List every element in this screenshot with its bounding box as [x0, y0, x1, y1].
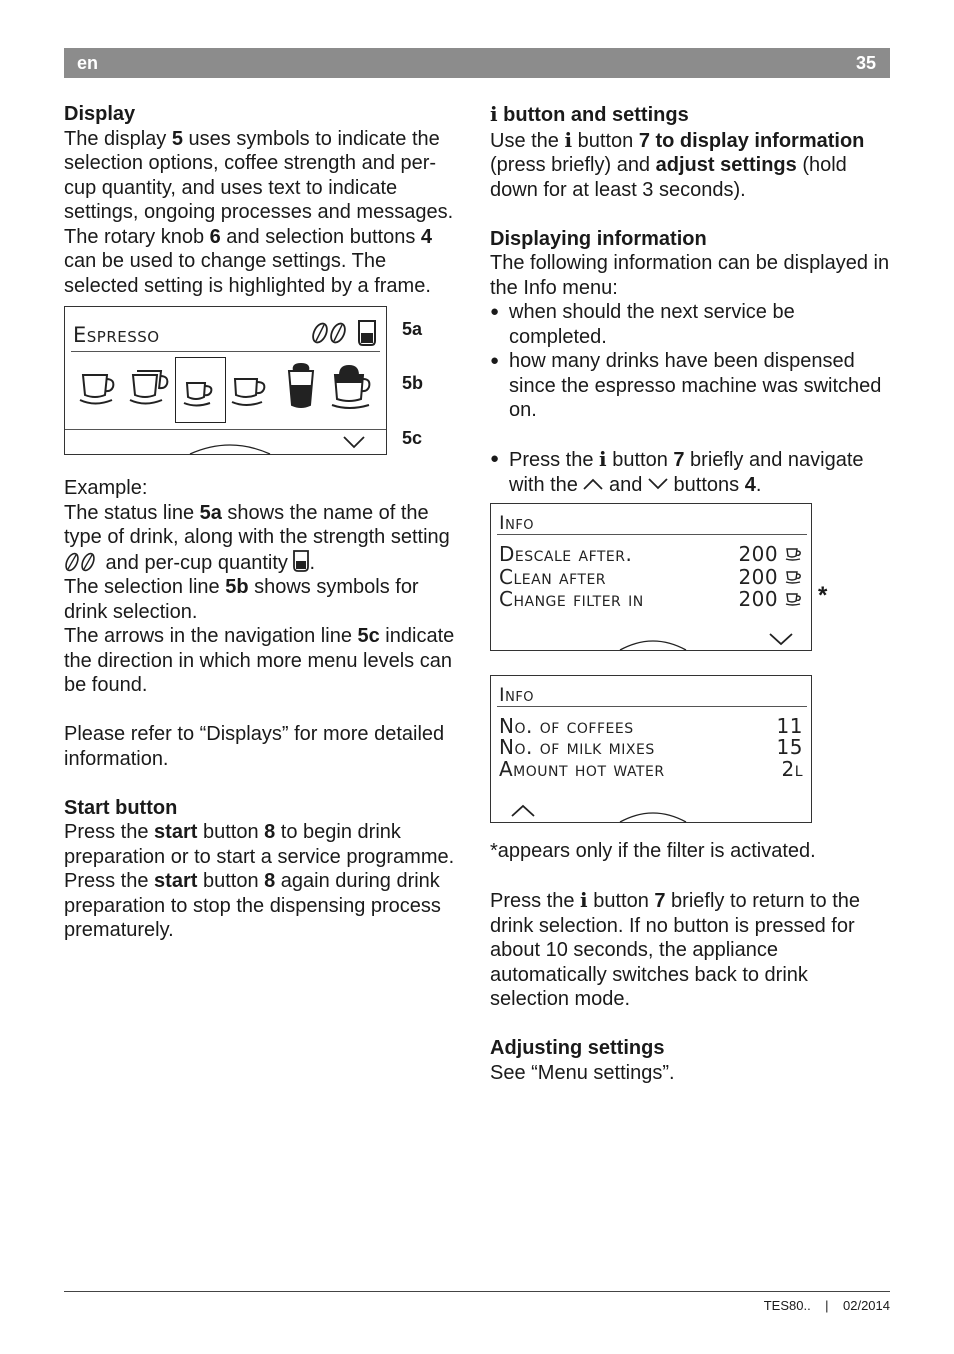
info-row [499, 735, 803, 759]
start-text-2: Press the start button 8 again during drink preparation to stop the dispensing process prematurely. [64, 870, 441, 941]
language-code: en [77, 53, 99, 73]
start-text-1: Press the start button 8 to begin drink preparation or to start a service programme. [64, 821, 455, 868]
cup-icon [785, 542, 803, 566]
adjusting-settings-heading: Adjusting settings [490, 1037, 665, 1059]
chevron-down-icon [769, 632, 793, 646]
label-5b: 5b [402, 373, 424, 393]
rotary-knob-arc [620, 638, 686, 650]
rotary-knob-arc [620, 810, 686, 822]
info-row-value: 200 [738, 565, 803, 589]
press-instruction: ● Press the i button 7 briefly and navigate with the and buttons 4. [490, 447, 890, 497]
chevron-up-icon [583, 474, 603, 496]
cappuccino-cup-icon [331, 363, 373, 413]
page-header [64, 48, 890, 78]
right-column [490, 102, 890, 497]
label-5a: 5a [402, 319, 423, 339]
cup-small-icon [231, 373, 269, 411]
selection-text: The selection line 5b shows symbols for drink selection. [64, 576, 419, 623]
displaying-info-text: The following information can be displayed in the Info menu: [490, 252, 890, 299]
rotary-knob-arc [190, 442, 270, 454]
page-number: 35 [855, 53, 876, 73]
chevron-up-icon [511, 804, 535, 818]
info-row-value: 11 [776, 714, 803, 738]
info-row-value: 2l [781, 757, 803, 781]
status-line-title: Espresso [73, 323, 160, 347]
filter-footnote: *appears only if the filter is activated. [490, 840, 816, 862]
display-heading: Display [64, 103, 136, 125]
chevron-down-icon [648, 474, 668, 496]
footer-divider [64, 1291, 890, 1292]
displaying-info-heading: Displaying information [490, 227, 707, 250]
latte-glass-icon [285, 361, 317, 411]
press-bullet-list [490, 447, 890, 497]
i-button-text: Use the i button 7 to display information (press briefly) and adjust settings (hold down for at least 3 seconds). [490, 127, 865, 201]
info-row-label: Descale after. [499, 542, 633, 566]
return-text: Press the i button 7 briefly to return to the drink selection. If no button is pressed for about 10 seconds, the appliance automatically switches back to drink selection mode. [490, 888, 861, 1010]
info-row-value: 15 [776, 735, 803, 759]
adjusting-settings-text: See “Menu settings”. [490, 1061, 675, 1084]
page-footer [764, 1298, 890, 1313]
info-bullet-list [490, 300, 890, 423]
strength-beans-icon [311, 321, 351, 345]
list-item: ● when should the next service be completed. [490, 300, 890, 349]
quantity-cup-icon [293, 552, 309, 574]
info-row-label: Amount hot water [499, 757, 665, 781]
refer-text: Please refer to “Displays” for more detailed information. [64, 723, 445, 770]
i-button-heading: i button and settings [490, 102, 689, 126]
cup-large-icon [79, 369, 119, 409]
strength-beans-icon [64, 552, 100, 574]
arrows-text: The arrows in the navigation line 5c indicate the direction in which more menu levels can be found. [64, 625, 455, 696]
info-row [499, 587, 803, 611]
display-text: The display 5 uses symbols to indicate the selection options, coffee strength and per-cup quantity, and uses text to indicate settings, ongoing processes and messages. The rotary knob 6 and selection buttons 4 can be used to change settings. The selected setting is highlighted by a frame. [64, 127, 454, 297]
info-row [499, 565, 803, 589]
info-row [499, 757, 803, 781]
example-label: Example: [64, 477, 148, 499]
filter-asterisk: * [818, 582, 828, 609]
info-row-label: No. of milk mixes [499, 735, 655, 759]
info-display-counters [490, 675, 812, 823]
quantity-cup-icon [357, 319, 377, 347]
left-column [64, 102, 464, 943]
footer-separator: | [825, 1298, 829, 1313]
display-figure [64, 306, 387, 455]
start-heading: Start button [64, 796, 178, 819]
cup-double-icon [129, 367, 171, 409]
example-text: The status line 5a shows the name of the type of drink, along with the strength setting and per-cup quantity . [64, 501, 450, 574]
info-title: Info [499, 684, 535, 706]
print-date: 02/2014 [843, 1298, 890, 1313]
cup-espresso-icon [183, 377, 217, 411]
info-row-value: 200 [738, 542, 803, 566]
list-item: ● how many drinks have been dispensed since the espresso machine was switched on. [490, 349, 890, 423]
info-display-service [490, 503, 812, 651]
model-number: TES80.. [763, 1298, 811, 1313]
cup-icon [785, 565, 803, 589]
right-column-lower [490, 839, 890, 1085]
info-row-label: Change filter in [499, 587, 644, 611]
info-row-value: 200 [738, 587, 803, 611]
info-row-label: No. of coffees [499, 714, 634, 738]
chevron-down-icon [343, 435, 365, 449]
info-row-label: Clean after [499, 565, 607, 589]
cup-icon [785, 587, 803, 611]
info-row [499, 542, 803, 566]
label-5c: 5c [402, 428, 423, 448]
info-title: Info [499, 512, 535, 534]
